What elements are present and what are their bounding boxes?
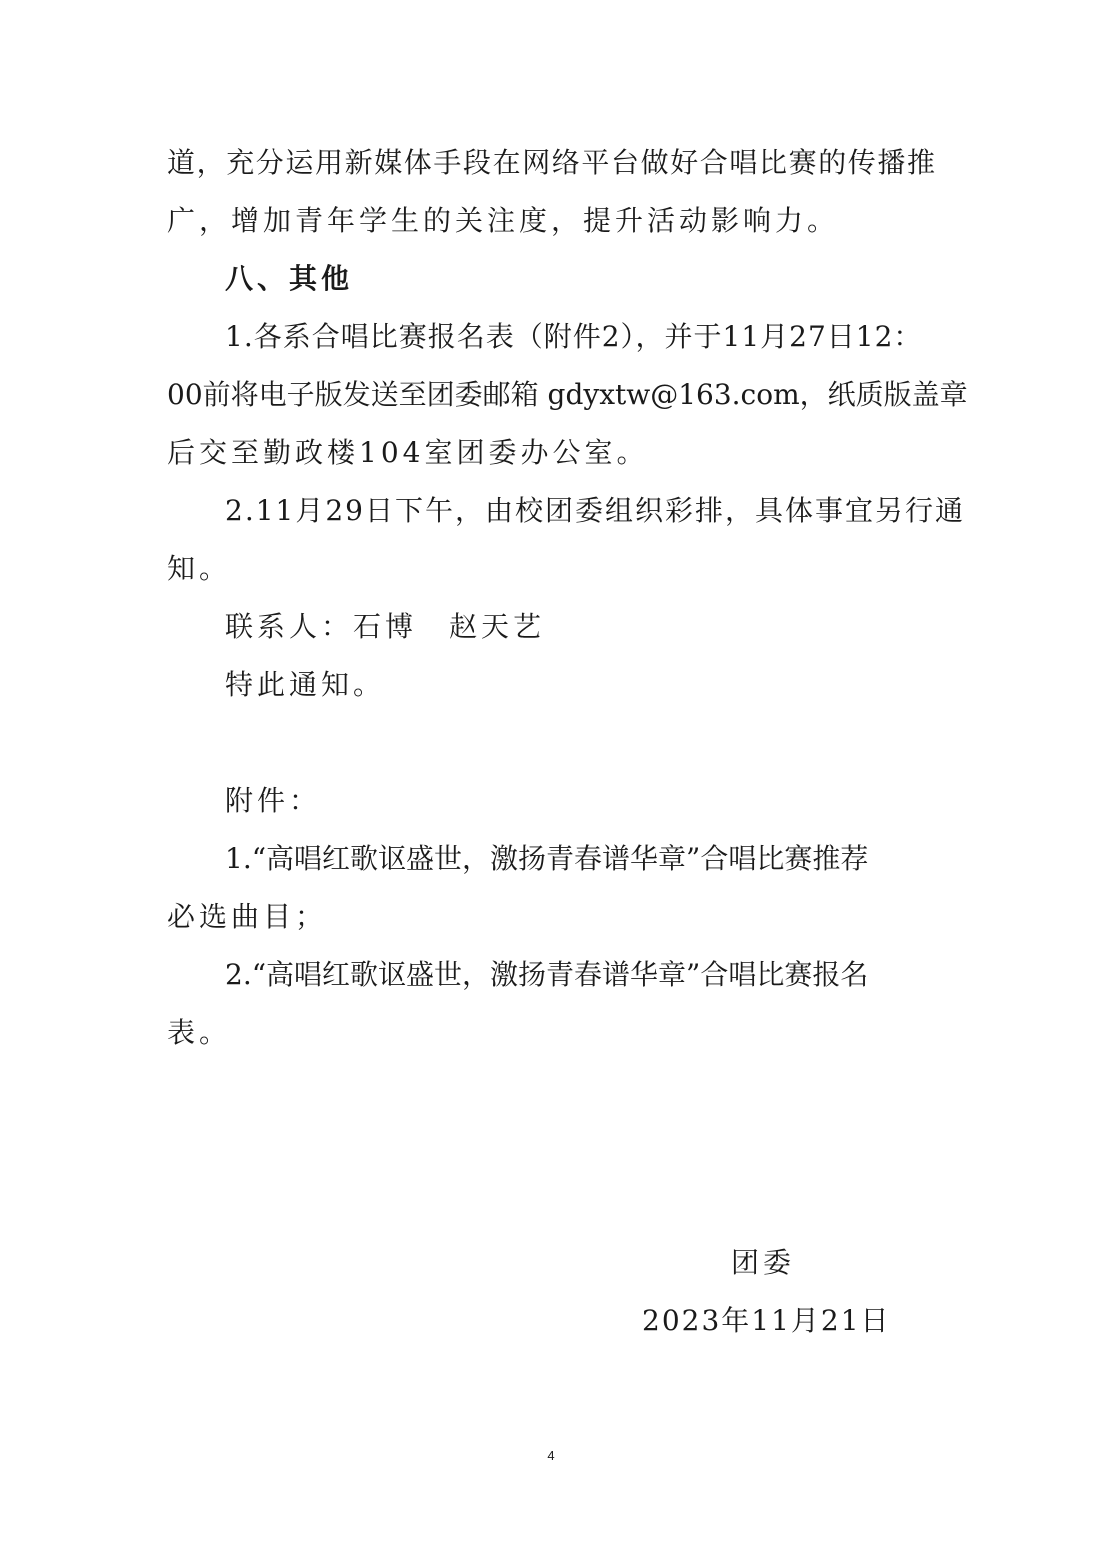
page-number: 4 — [547, 1448, 555, 1463]
list-item-line: 2.11月29日下午，由校团委组织彩排，具体事宜另行通 — [225, 494, 965, 527]
attachment-item-line: 1.“高唱红歌讴盛世，激扬青春谱华章”合唱比赛推荐 — [225, 842, 869, 875]
signature-date: 2023年11月21日 — [642, 1304, 891, 1337]
signature-org: 团委 — [731, 1246, 796, 1279]
list-item-line: 知。 — [167, 552, 232, 585]
list-item-line: 后交至勤政楼104室团委办公室。 — [167, 436, 649, 469]
attachment-item-line: 必选曲目； — [167, 900, 328, 933]
contact-line: 联系人：石博 赵天艺 — [225, 610, 546, 643]
attachment-item-line: 2.“高唱红歌讴盛世，激扬青春谱华章”合唱比赛报名 — [225, 958, 869, 991]
paragraph-line: 广，增加青年学生的关注度，提升活动影响力。 — [167, 204, 840, 237]
attachments-label: 附件： — [225, 784, 322, 817]
list-item-line: 00前将电子版发送至团委邮箱 gdyxtw@163.com，纸质版盖章 — [167, 378, 968, 411]
attachment-item-line: 表。 — [167, 1016, 232, 1049]
list-item-line: 1.各系合唱比赛报名表（附件2），并于11月27日12： — [225, 320, 923, 353]
paragraph-line: 道，充分运用新媒体手段在网络平台做好合唱比赛的传播推 — [167, 146, 935, 179]
closing-line: 特此通知。 — [225, 668, 386, 701]
section-heading: 八、其他 — [225, 262, 354, 295]
